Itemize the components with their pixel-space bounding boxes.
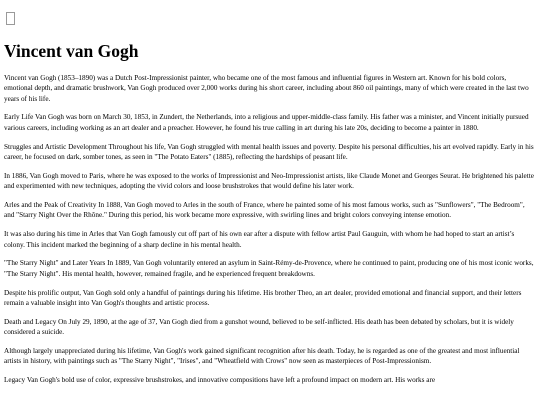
paragraph-recognition: Although largely unappreciated during his lifetime, Van Gogh's work gained significant recognition after his death. Today, he is regarded as one of the greatest and most influential artists in history, with paintings such as "The Starry Night", "Irises", and "Wheatfield with Crows" now seen as masterpieces of Post-Impressionism.	[4, 346, 520, 366]
paragraph-intro: Vincent van Gogh (1853–1890) was a Dutch Post-Impressionist painter, who became one of the most famous and influential figures in Western art. Known for his bold colors, emotional depth, and dramatic brushwork, Van Gogh produced over 2,000 works during his short career, including about 860 oil paintings, many of which were created in the last two years of his life.	[4, 74, 529, 103]
paragraph-sales: Despite his prolific output, Van Gogh sold only a handful of paintings during his lifetime. His brother Theo, an art dealer, provided emotional and financial support, and their letters remain a valuable insight into Van Gogh's thoughts and artistic process.	[4, 288, 522, 307]
broken-image-icon	[6, 12, 15, 25]
paragraph-struggles: Struggles and Artistic Development Throughout his life, Van Gogh struggled with mental health issues and poverty. Despite his personal difficulties, his art evolved rapidly. Early in his career, he focused on dark, somber tones, as seen in "The Potato Eaters" (1885), reflecting the hardships of peasant life.	[4, 142, 534, 161]
paragraph-starry-night: "The Starry Night" and Later Years In 1889, Van Gogh voluntarily entered an asylum in Saint-Rémy-de-Provence, where he continued to paint, producing one of his most iconic works, "The Starry Night". His mental health, however, remained fragile, and he experienced frequent breakdowns.	[4, 259, 534, 278]
paragraph-death: Death and Legacy On July 29, 1890, at the age of 37, Van Gogh died from a gunshot wound, believed to be self-inflicted. His death has been debated by scholars, but it is widely considered a suicide.	[4, 317, 514, 337]
paragraph-ear-incident: It was also during his time in Arles that Van Gogh famously cut off part of his own ear after a dispute with fellow artist Paul Gauguin, with whom he had hoped to start an artist’s colony. This incident marked the beginning of a sharp decline in his mental health.	[4, 230, 515, 249]
paragraph-early-life: Early Life Van Gogh was born on March 30, 1853, in Zundert, the Netherlands, into a religious and upper-middle-class family. His father was a minister, and Vincent initially pursued various careers, including working as an art dealer and a preacher. However, he found his true calling in art during his late 20s, deciding to become a painter in 1880.	[4, 113, 529, 132]
paragraph-legacy: Legacy Van Gogh's bold use of color, expressive brushstrokes, and innovative compositions have left a profound impact on modern art. His works are	[4, 376, 436, 385]
paragraph-arles: Arles and the Peak of Creativity In 1888, Van Gogh moved to Arles in the south of France, where he painted some of his most famous works, such as "Sunflowers", "The Bedroom", and "Starry Night Over the Rhône." During this period, his work became more expressive, with swirling lines and bright colors conveying intense emotion.	[4, 201, 525, 220]
page-title: Vincent van Gogh	[4, 41, 139, 61]
paragraph-paris: In 1886, Van Gogh moved to Paris, where he was exposed to the works of Impressionist and Neo-Impressionist artists, like Claude Monet and Georges Seurat. He brightened his palette and experimented with new techniques, adopting the vivid colors and loose brushstrokes that would define his later work.	[4, 171, 534, 191]
